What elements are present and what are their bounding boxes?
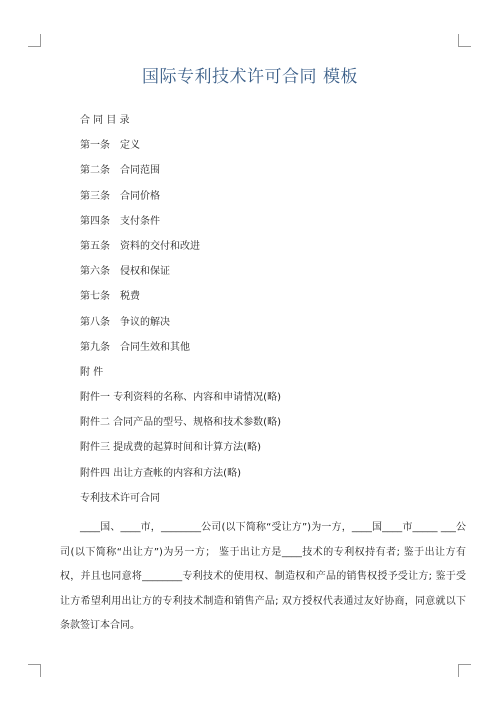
toc-heading: 合 同 目 录 [80, 115, 130, 126]
toc-article [80, 240, 460, 265]
toc-article [80, 341, 460, 366]
toc-article [80, 316, 460, 341]
article-title: 支付条件 [120, 215, 160, 227]
article-number: 第六条 [80, 266, 110, 278]
article-number: 第五条 [80, 240, 110, 252]
article-number: 第四条 [80, 215, 110, 227]
article-title: 合同生效和其他 [120, 341, 190, 353]
toc-article [80, 215, 460, 240]
article-number: 第八条 [80, 316, 110, 328]
article-number: 第七条 [80, 291, 110, 303]
document-title: 国际专利技术许可合同 模板 [142, 67, 358, 87]
article-number: 第二条 [80, 165, 110, 177]
article-title: 合同价格 [120, 190, 160, 202]
article-number: 第九条 [80, 341, 110, 353]
article-title: 合同范围 [120, 165, 160, 177]
article-title: 侵权和保证 [120, 266, 170, 278]
article-title: 资料的交付和改进 [120, 240, 200, 252]
crop-mark-bottom-right [458, 664, 471, 677]
contract-preamble: ____国、____市，________公司(以下简称“受让方”)为一方，____国____市_____ ___公司(以下简称“出让方”)为另一方； 鉴于出让方是____技术的专利权持有者; 鉴于出让方有权，并且也同意将________专利技术的使用权、制造权和产品的销售权授予受让方; 鉴于受让方希望利用出让方的专利技术制造和销售产品; 双方授权代表通过友好协商，同意就以下条款签订本合同。 [60, 522, 466, 632]
article-title: 税费 [120, 291, 140, 303]
article-number: 第三条 [80, 190, 110, 202]
appendix-item: 附件四 出让方查帐的内容和方法(略) [80, 467, 241, 479]
toc-article [80, 164, 460, 189]
article-number: 第一条 [80, 140, 110, 152]
toc-article [80, 190, 460, 215]
table-of-contents [80, 114, 460, 517]
toc-article [80, 139, 460, 164]
crop-mark-bottom-left [28, 664, 41, 677]
appendix-item: 附件一 专利资料的名称、内容和申请情况(略) [80, 392, 281, 404]
appendix-heading: 附 件 [80, 366, 104, 378]
article-title: 争议的解决 [120, 316, 170, 328]
crop-mark-top-right [458, 34, 471, 47]
article-title: 定义 [120, 140, 140, 152]
crop-mark-top-left [28, 34, 41, 47]
appendix-item: 附件二 合同产品的型号、规格和技术参数(略) [80, 417, 281, 429]
toc-article [80, 265, 460, 290]
contract-title: 专利技术许可合同 [80, 492, 160, 504]
appendix-item: 附件三 提成费的起算时间和计算方法(略) [80, 442, 261, 454]
toc-article [80, 290, 460, 315]
